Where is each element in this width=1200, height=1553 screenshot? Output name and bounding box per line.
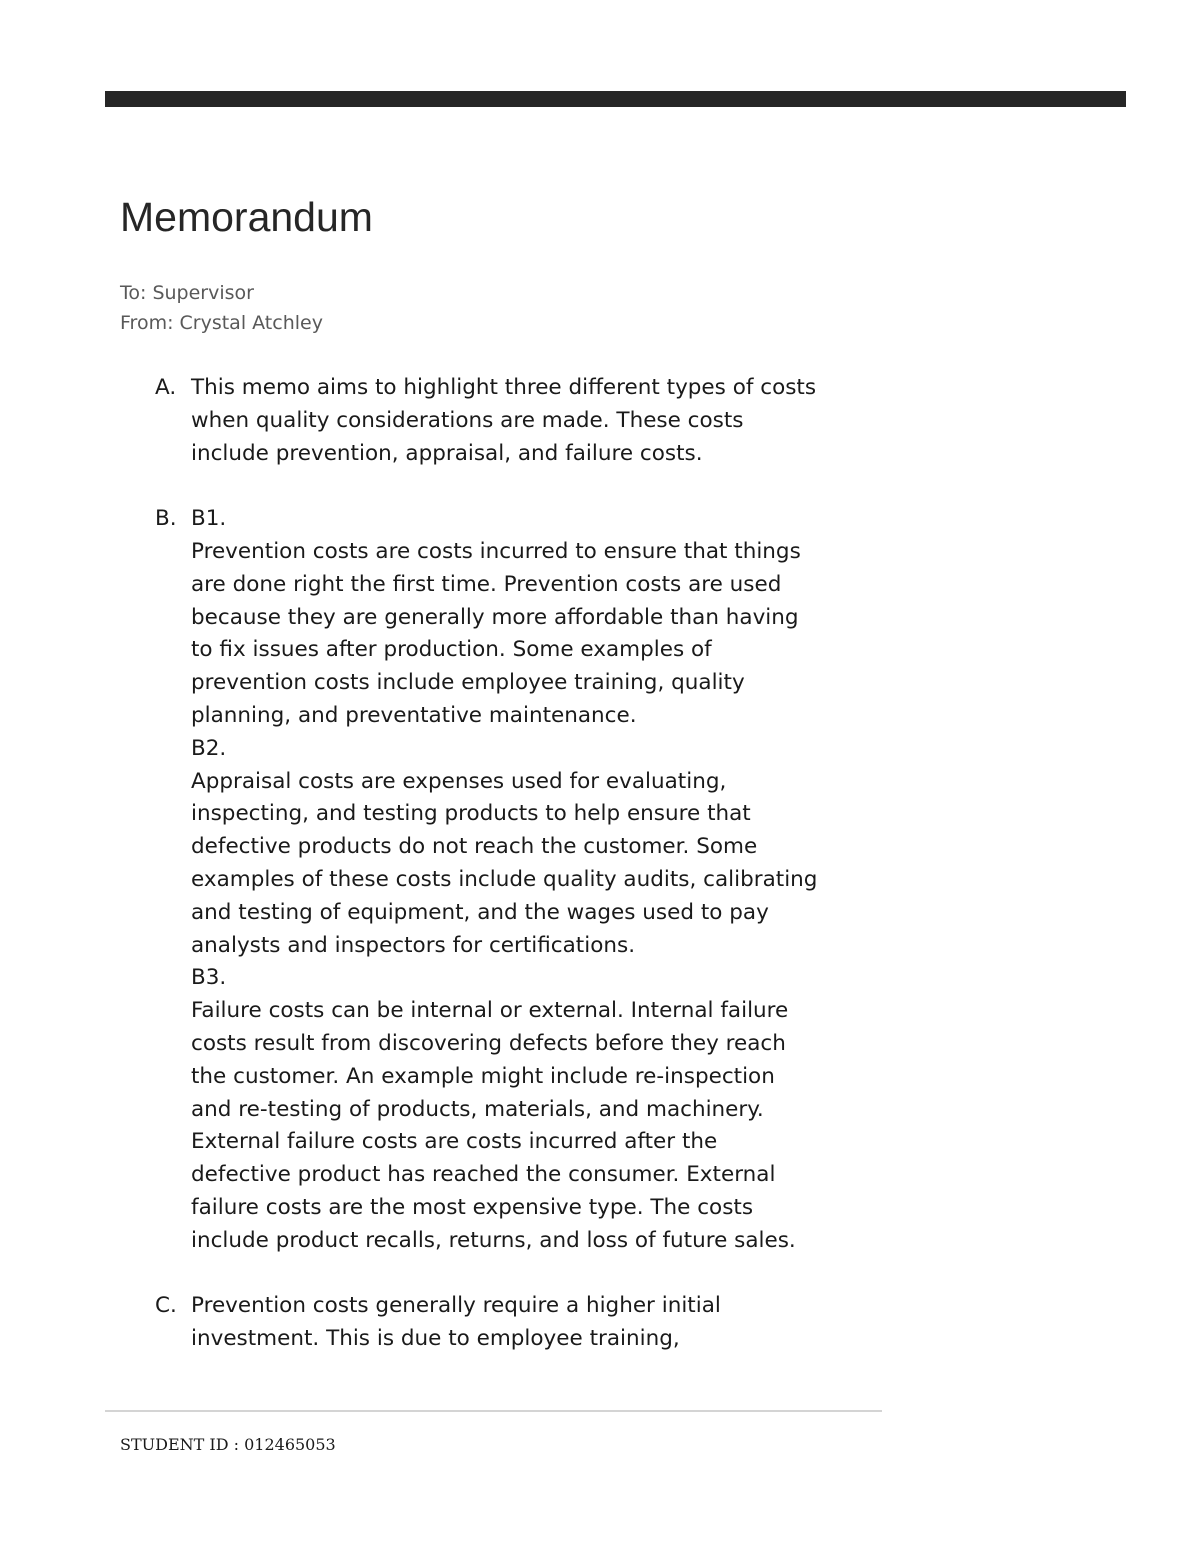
section-text-line: Prevention costs generally require a higher initial: [191, 1293, 721, 1319]
section-text-line: This memo aims to highlight three different types of costs: [191, 375, 817, 400]
memo-section: [155, 372, 895, 470]
section-text-line: include prevention, appraisal, and failure costs.: [191, 440, 703, 466]
section-text-line: and testing of equipment, and the wages used to pay: [191, 899, 769, 925]
memo-body: [155, 372, 895, 1389]
section-marker: B.: [155, 506, 177, 532]
section-text-line: because they are generally more affordable than having: [191, 604, 799, 630]
section-text-line: defective products do not reach the customer. Some: [191, 834, 758, 860]
memo-section: [155, 503, 895, 1257]
section-text-line: analysts and inspectors for certifications.: [191, 932, 636, 958]
section-text-line: B2.: [191, 735, 227, 761]
section-text-line: include product recalls, returns, and loss of future sales.: [191, 1227, 796, 1253]
section-marker: C.: [155, 1293, 177, 1319]
section-text-line: B3.: [191, 965, 227, 991]
section-text-line: investment. This is due to employee training,: [191, 1326, 680, 1352]
memo-from: From: Crystal Atchley: [120, 312, 323, 334]
memo-section: [155, 1290, 895, 1356]
section-text-line: Appraisal costs are expenses used for evaluating,: [191, 768, 727, 794]
section-text-line: and re-testing of products, materials, and machinery.: [191, 1096, 764, 1122]
section-text-line: planning, and preventative maintenance.: [191, 702, 637, 728]
section-text-line: External failure costs are costs incurred after the: [191, 1129, 718, 1155]
footer-rule: [105, 1410, 882, 1412]
section-text-line: failure costs are the most expensive type. The costs: [191, 1194, 754, 1220]
section-text-line: are done right the first time. Prevention costs are used: [191, 571, 782, 597]
memo-meta: [120, 278, 323, 338]
section-text-line: Prevention costs are costs incurred to ensure that things: [191, 538, 801, 564]
section-marker: A.: [155, 375, 177, 400]
section-text-line: examples of these costs include quality audits, calibrating: [191, 866, 818, 892]
section-text-line: defective product has reached the consumer. External: [191, 1162, 776, 1188]
section-text-line: inspecting, and testing products to help ensure that: [191, 801, 751, 827]
section-text-line: to fix issues after production. Some examples of: [191, 637, 712, 663]
student-id: STUDENT ID : 012465053: [120, 1435, 336, 1454]
header-rule: [105, 91, 1126, 107]
memo-to: To: Supervisor: [120, 282, 254, 304]
section-text-line: B1.: [191, 506, 227, 532]
section-text-line: Failure costs can be internal or external. Internal failure: [191, 998, 789, 1024]
section-text-line: costs result from discovering defects before they reach: [191, 1030, 786, 1056]
section-text-line: prevention costs include employee training, quality: [191, 670, 745, 696]
section-text-line: when quality considerations are made. These costs: [191, 407, 744, 433]
page-title: Memorandum: [120, 194, 373, 240]
section-text-line: the customer. An example might include re-inspection: [191, 1063, 775, 1089]
